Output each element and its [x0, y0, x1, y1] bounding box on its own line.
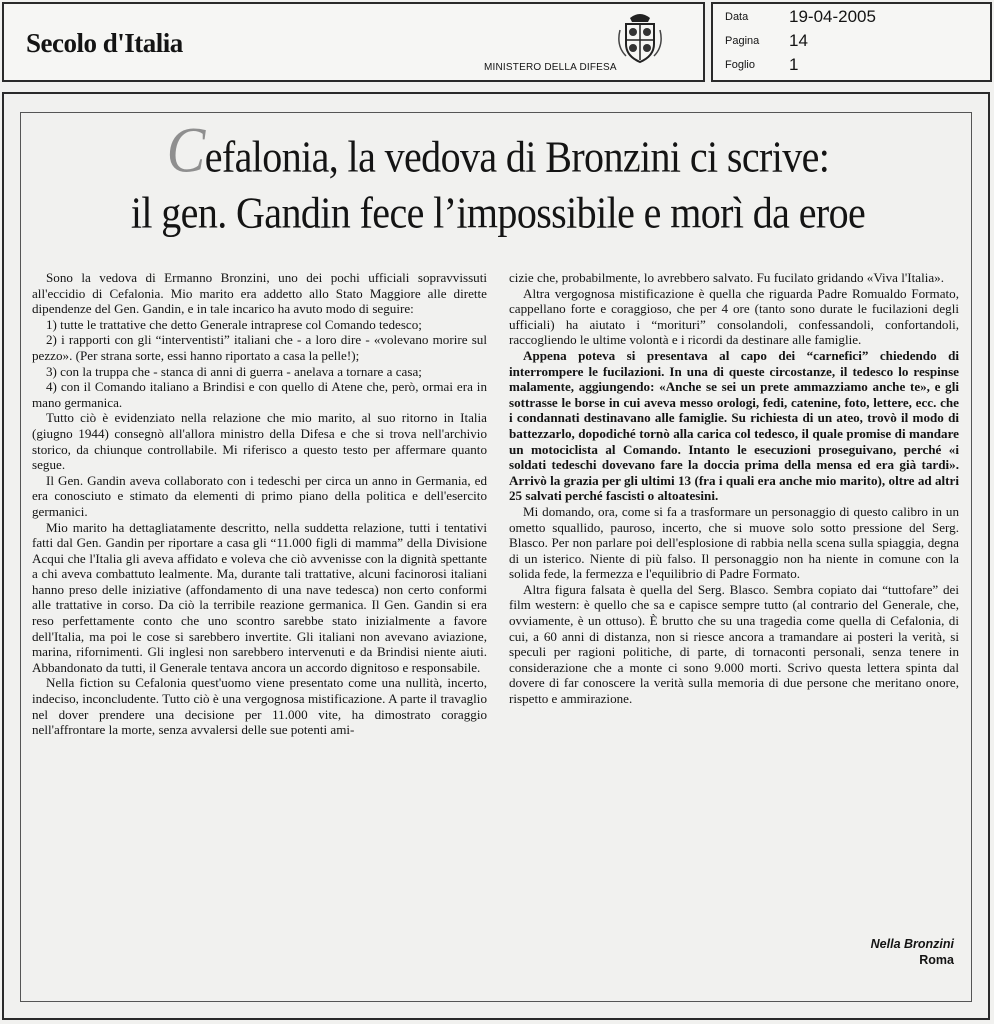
coat-of-arms-icon: [616, 10, 664, 64]
paragraph: Mi domando, ora, come si fa a trasformare un personaggio di questo calibro in un ometto squallido, pauroso, incerto, che si muove solo sotto pressione del Serg. Blasco. Per non parlare poi dell'esplosione di rabbia nella scena sulla spiaggia, degna di un isterico. Niente di più falso. Il personaggio non ha niente in comune con la solida fede, la fermezza e l'equilibrio di Padre Formato.: [509, 503, 959, 582]
meta-value: 19-04-2005: [789, 7, 876, 26]
article-column-2: [509, 270, 959, 707]
meta-label: Data: [725, 11, 749, 23]
paragraph: 1) tutte le trattative che detto Generale intraprese col Comando tedesco;: [46, 316, 422, 332]
masthead-box: [2, 2, 705, 82]
headline: [44, 113, 952, 241]
paragraph: Appena poteva si presentava al capo dei “carnefici” chiedendo di interrompere le fucilazioni. In una di queste circostanze, il tedesco lo respinse malamente, aggiungendo: «Anche se sei un prete ammazziamo anche te», e gli sottrasse le borse in cui aveva messo orologi, fedi, catenine, foto, lettere, ecc. che i condannati destinavano alle famiglie. Su richiesta di un ateo, trovò il modo di battezzarlo, dopodiché tornò alla carica col tedesco, il quale promise di mandare un motociclista al Comando. Intanto le esecuzioni proseguivano, perché «i soldati tedeschi dovevano fare la doccia prima della mensa ed era già tardi». Arrivò la grazia per gli ultimi 13 (fra i quali era anche mio marito), oltre ad altri 25 salvati perché fascisti o altoatesini.: [509, 347, 959, 504]
meta-label: Pagina: [725, 35, 760, 47]
signature-city: Roma: [919, 953, 954, 967]
meta-label: Foglio: [725, 59, 755, 71]
paragraph: Altra vergognosa mistificazione è quella che riguarda Padre Romualdo Formato, cappellano forte e coraggioso, che per 4 ore (tanto sono durate le fucilazioni degli ufficiali) ha aiutato i “morituri” consolandoli, confessandoli, confortandoli, raccogliendo le ultime volontà e i ricordi da destinare alle famiglie.: [509, 285, 959, 348]
headline-line1: efalonia, la vedova di Bronzini ci scrive:: [204, 130, 830, 182]
article-column-1: [32, 270, 487, 738]
newspaper-name: Secolo d'Italia: [26, 28, 183, 58]
ministry-label: MINISTERO DELLA DIFESA: [484, 62, 617, 73]
headline-line2: il gen. Gandin fece l’impossibile e morì da eroe: [130, 186, 866, 238]
paragraph: Altra figura falsata è quella del Serg. Blasco. Sembra copiato dai “tuttofare” dei film western: è quello che sa e capisce sempre tutto (al contrario del Generale, che, ovviamente, è un ottuso). È brutto che su una tragedia come quella di Cefalonia, di cui, a 60 anni di distanza, non si riesce ancora a tramandare ai posteri la verità, si speculi per ragioni politiche, di parte, di tornaconti personali, senza tenere in considerazione che a monte ci sono 9.000 morti. Scrivo questa lettera spinta dal dovere di far conoscere la verità sulla memoria di due persone che meritano onore, rispetto e ammirazione.: [509, 581, 959, 707]
signature: [784, 937, 954, 967]
meta-value: 1: [789, 55, 799, 74]
paragraph: Mio marito ha dettagliatamente descritto, nella suddetta relazione, tutti i tentativi fatti dal Gen. Gandin per riportare a casa gli “11.000 figli di mamma” della Divisione Acqui che l'Italia gli aveva affidato e voleva che ciò avvenisse con la dignità spettante a chi aveva combattuto lealmente. Ma, durante tali trattative, alcuni facinorosi italiani hanno preso delle iniziative (affondamento di una nave tedesca) non certo conformi alle trattative in corso. Da ciò la terribile reazione germanica. Il Gen. Gandin si era reso perfettamente conto che uno scontro sarebbe stato inizialmente a favore dell'Italia, ma poi le cose si sarebbero invertite. Gli italiani non avevano aviazione, marina, rifornimenti. Gli inglesi non sarebbero intervenuti e da Brindisi niente aiuti. Abbandonato da tutti, il Generale tentava ancora un accordo dignitoso e responsabile.: [32, 519, 487, 675]
paragraph: Tutto ciò è evidenziato nella relazione che mio marito, al suo ritorno in Italia (giugno 1944) consegnò all'allora ministro della Difesa e che si trova nell'archivio storico, da chiunque controllabile. Mi riferisco a questo testo per affermare quanto segue.: [32, 410, 487, 473]
paragraph: 3) con la truppa che - stanca di anni di guerra - anelava a tornare a casa;: [46, 363, 422, 379]
paragraph: Il Gen. Gandin aveva collaborato con i tedeschi per circa un anno in Germania, ed era conosciuto e stimato da elementi di primo piano della politica e dell'esercito germanici.: [32, 472, 487, 519]
paragraph: 2) i rapporti con gli “interventisti” italiani che - a loro dire - «volevano morire sul pezzo». (Per strana sorte, essi hanno riportato a casa la pelle!);: [32, 332, 487, 363]
signature-name: Nella Bronzini: [870, 937, 954, 951]
headline-dropcap: C: [166, 113, 205, 186]
clipping-header: [2, 2, 990, 82]
article-clipping: [2, 92, 990, 1020]
paragraph: Nella fiction su Cefalonia quest'uomo viene presentato come una nullità, incerto, indeciso, inconcludente. Tutto ciò è una vergognosa mistificazione. A parte il travaglio nel dover prendere una decisione per 11.000 vite, ha dimostrato coraggio nell'affrontare la morte, senza avvalersi delle sue potenti ami-: [32, 675, 487, 738]
paragraph: Sono la vedova di Ermanno Bronzini, uno dei pochi ufficiali sopravvissuti all'eccidio di Cefalonia. Mio marito era addetto allo Stato Maggiore alle dirette dipendenze del Gen. Gandin, e in tale incarico ha avuto modo di seguire:: [32, 270, 487, 317]
meta-value: 14: [789, 31, 808, 50]
meta-box: [711, 2, 992, 82]
paragraph: 4) con il Comando italiano a Brindisi e con quello di Atene che, però, ormai era in mano germanica.: [32, 379, 487, 410]
paragraph: cizie che, probabilmente, lo avrebbero salvato. Fu fucilato gridando «Viva l'Italia».: [509, 270, 944, 285]
